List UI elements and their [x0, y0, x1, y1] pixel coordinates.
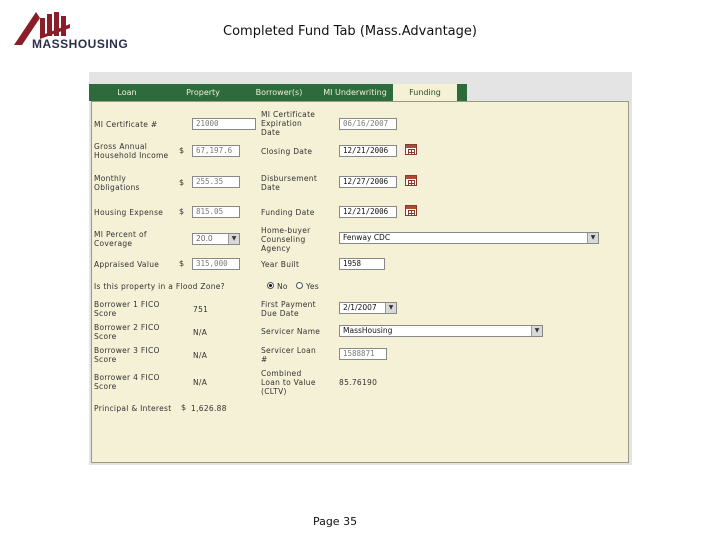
tab-borrowers[interactable]: Borrower(s) [241, 84, 317, 101]
servicer-loan-field[interactable]: 1588871 [339, 348, 387, 360]
year-built-label: Year Built [261, 260, 300, 269]
homebuyer-agency-label: Home-buyer Counseling Agency [261, 226, 311, 253]
appraised-value-currency: $ [179, 259, 185, 268]
appraised-value-label: Appraised Value [94, 260, 160, 269]
tab-funding[interactable]: Funding [393, 84, 457, 101]
mi-certificate-field[interactable]: 21000 [192, 118, 256, 130]
housing-expense-currency: $ [179, 207, 185, 216]
gross-income-label: Gross Annual Household Income [94, 142, 169, 160]
chevron-down-icon[interactable]: ▼ [587, 233, 598, 243]
tab-bar-end [457, 84, 467, 101]
logo-text: MASSHOUSING [32, 37, 129, 51]
mi-cert-expiration-field[interactable]: 06/16/2007 [339, 118, 397, 130]
mi-cert-expiration-label: MI Certificate Expiration Date [261, 110, 316, 137]
fico4-label: Borrower 4 FICO Score [94, 373, 160, 391]
funding-date-label: Funding Date [261, 208, 315, 217]
tab-bar [89, 84, 465, 101]
cltv-value: 85.76190 [339, 378, 378, 387]
flood-zone-no-label: No [277, 282, 288, 291]
principal-interest-currency: $ [181, 403, 187, 412]
monthly-obligations-label: Monthly Obligations [94, 174, 140, 192]
principal-interest-label: Principal & Interest [94, 404, 172, 413]
chevron-down-icon[interactable]: ▼ [228, 234, 239, 244]
fico2-label: Borrower 2 FICO Score [94, 323, 160, 341]
first-payment-label: First Payment Due Date [261, 300, 316, 318]
disbursement-date-field[interactable]: 12/27/2006 [339, 176, 397, 188]
disbursement-date-label: Disbursement Date [261, 174, 318, 192]
principal-interest-value: 1,626.88 [191, 404, 227, 413]
flood-zone-yes-radio[interactable] [296, 282, 303, 289]
appraised-value-field[interactable]: 315,000 [192, 258, 240, 270]
flood-zone-yes-label: Yes [306, 282, 320, 291]
page-number: Page 35 [312, 515, 358, 528]
mi-percent-select[interactable] [192, 233, 240, 245]
fico4-value: N/A [193, 378, 208, 387]
gross-income-currency: $ [179, 146, 185, 155]
flood-zone-label: Is this property in a Flood Zone? [94, 282, 225, 291]
calendar-icon[interactable] [405, 205, 417, 216]
homebuyer-agency-select[interactable] [339, 232, 599, 244]
flood-zone-no-radio[interactable] [267, 282, 274, 289]
housing-expense-label: Housing Expense [94, 208, 164, 217]
servicer-name-label: Servicer Name [261, 327, 321, 336]
fico1-value: 751 [193, 305, 209, 314]
tab-mi-underwriting[interactable]: MI Underwriting [317, 84, 393, 101]
homebuyer-agency-value: Fenway CDC [343, 233, 391, 242]
mi-certificate-label: MI Certificate # [94, 120, 158, 129]
calendar-icon[interactable] [405, 144, 417, 155]
chevron-down-icon[interactable]: ▼ [385, 303, 396, 313]
tab-property[interactable]: Property [165, 84, 241, 101]
cltv-label: Combined Loan to Value (CLTV) [261, 369, 316, 396]
fico3-label: Borrower 3 FICO Score [94, 346, 160, 364]
housing-expense-field[interactable]: 815.05 [192, 206, 240, 218]
year-built-field[interactable]: 1958 [339, 258, 385, 270]
funding-date-field[interactable]: 12/21/2006 [339, 206, 397, 218]
first-payment-select[interactable] [339, 302, 397, 314]
fico1-label: Borrower 1 FICO Score [94, 300, 160, 318]
fico2-value: N/A [193, 328, 208, 337]
gross-income-field[interactable]: 67,197.6 [192, 145, 240, 157]
mi-percent-value: 20.0 [196, 234, 213, 243]
monthly-obligations-currency: $ [179, 178, 185, 187]
monthly-obligations-field[interactable]: 255.35 [192, 176, 240, 188]
servicer-loan-label: Servicer Loan # [261, 346, 317, 364]
calendar-icon[interactable] [405, 175, 417, 186]
slide-title: Completed Fund Tab (Mass.Advantage) [223, 24, 477, 39]
first-payment-value: 2/1/2007 [343, 303, 377, 312]
tab-loan[interactable]: Loan [89, 84, 165, 101]
servicer-name-select[interactable] [339, 325, 543, 337]
chevron-down-icon[interactable]: ▼ [531, 326, 542, 336]
mi-percent-label: MI Percent of Coverage [94, 230, 147, 248]
closing-date-field[interactable]: 12/21/2006 [339, 145, 397, 157]
servicer-name-value: MassHousing [343, 326, 393, 335]
closing-date-label: Closing Date [261, 147, 313, 156]
fico3-value: N/A [193, 351, 208, 360]
